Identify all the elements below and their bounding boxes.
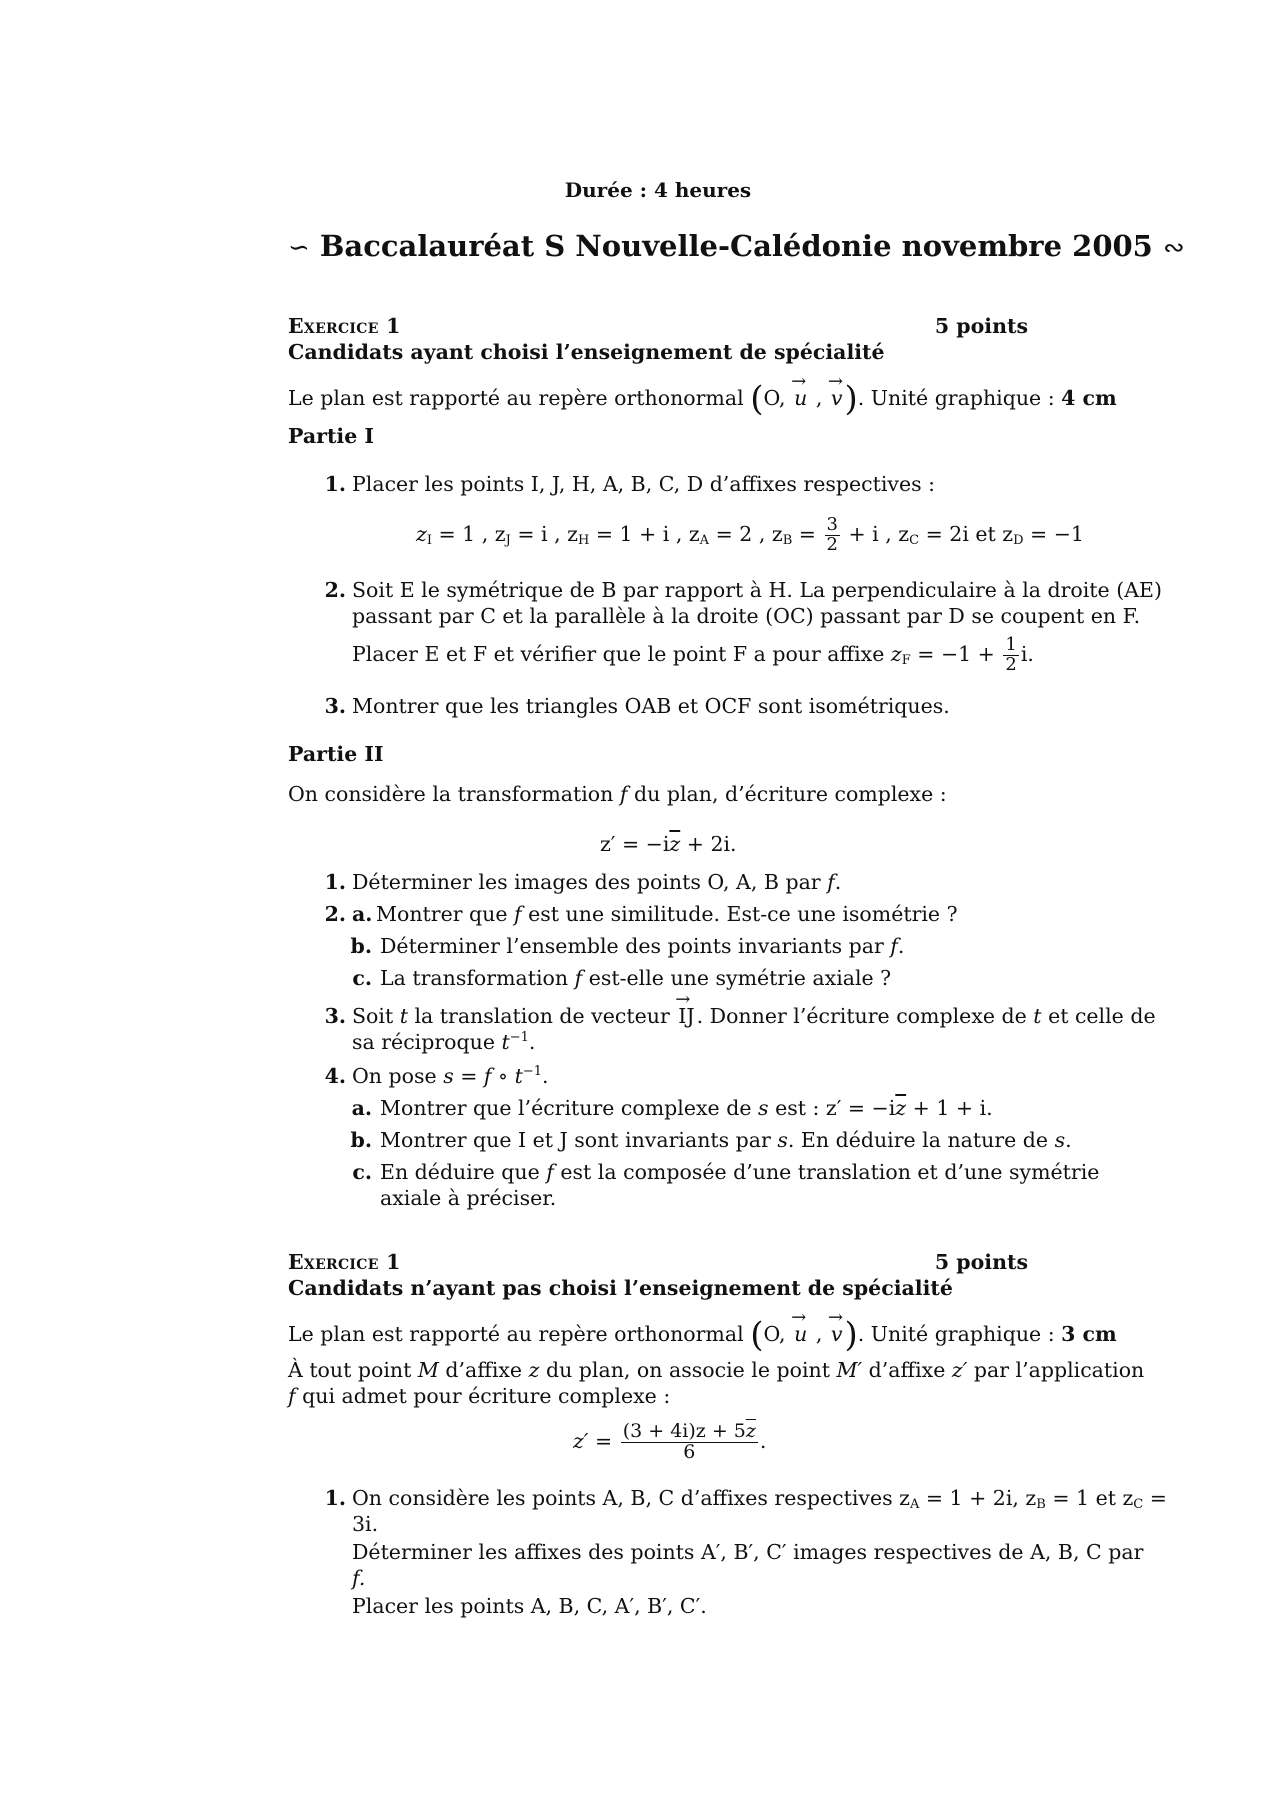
transformation-formula: $z' = -i\overline{z} + 2i$. [600, 832, 737, 856]
exercise-1-intro: Le plan est rapporté au repère orthonormal (O, → u , → v). Unité graphique : 4 cm [288, 378, 1117, 421]
partie-1-question-2-line-3: Placer E et F et vérifier que le point F a pour affixe $z_F = -1$ + $\frac{1}{2}$ i. [352, 634, 1034, 675]
exercise-2-points: 5 points [934, 1250, 1028, 1274]
partie-2-question-2a: 2. a. Montrer que f est une similitude. Est-ce une isométrie ? [324, 902, 958, 926]
fraction-1-2: $\frac{1}{2}$ [1005, 634, 1017, 675]
application-formula: z′ = $\frac{(3 + 4i)z + 5\overline{z}}{6}$ . [573, 1420, 767, 1463]
page-title [288, 228, 1185, 265]
exercise-2-question-1-line-4: f. [352, 1566, 366, 1590]
partie-2-intro: On considère la transformation f du plan, d’écriture complexe : [288, 782, 947, 806]
partie-2-question-1: 1. Déterminer les images des points O, A, B par f. [324, 870, 842, 894]
exercise-1-subtitle: Candidats ayant choisi l’enseignement de spécialité [288, 340, 885, 364]
partie-2-question-3: 3. Soit t la translation de vecteur → IJ. Donner l’écriture complexe de t et celle de [320, 1004, 1156, 1030]
partie-1-question-1: 1. Placer les points I, J, H, A, B, C, D d’affixes respectives : [324, 472, 936, 496]
exercise-2-subtitle: Candidats n’ayant pas choisi l’enseignement de spécialité [288, 1276, 953, 1300]
partie-2-heading: Partie II [288, 742, 384, 766]
exercise-2-heading: Exercice 1 [288, 1250, 401, 1274]
ornament-right-icon: ∾ [1162, 233, 1185, 263]
partie-2-question-4c: c. En déduire que f est la composée d’une translation et d’une symétrie [352, 1160, 1100, 1184]
exercise-1-points: 5 points [934, 314, 1028, 338]
ornament-left-icon: ∽ [288, 233, 310, 263]
vector-ij: → IJ [676, 1004, 696, 1030]
vector-u: → u [792, 1322, 809, 1348]
vector-v: → v [829, 386, 845, 412]
exercise-2-question-1: 1. On considère les points A, B, C d’affixes respectives $z_A = 1 + 2i$, $z_B = 1$ et $z_C$ = [324, 1486, 1167, 1512]
partie-2-question-2c: c. La transformation f est-elle une symétrie axiale ? [352, 966, 892, 990]
exercise-1-heading: Exercice 1 [288, 314, 401, 338]
partie-1-heading: Partie I [288, 424, 374, 448]
partie-2-question-4: 4. On pose s = f ∘ $t^{-1}$. [324, 1064, 549, 1088]
partie-1-question-3: 3. Montrer que les triangles OAB et OCF sont isométriques. [324, 694, 950, 718]
partie-2-question-2b: b. Déterminer l’ensemble des points invariants par f. [350, 934, 905, 958]
formula-fraction: $\frac{(3 + 4i)z + 5\overline{z}}{6}$ [622, 1420, 756, 1463]
exercise-2-intro: Le plan est rapporté au repère orthonormal (O, → u , → v). Unité graphique : 3 cm [288, 1314, 1117, 1357]
partie-1-question-2-line-2: passant par C et la parallèle à la droite (OC) passant par D se coupent en F. [352, 604, 1141, 628]
exercise-2-question-1-line-2: 3i. [352, 1512, 379, 1536]
partie-1-question-2: 2. Soit E le symétrique de B par rapport à H. La perpendiculaire à la droite (AE) [324, 578, 1162, 602]
vector-v: → v [829, 1322, 845, 1348]
vector-u: → u [792, 386, 809, 412]
exercise-2-question-1-line-3: Déterminer les affixes des points A′, B′, C′ images respectives de A, B, C par [352, 1540, 1144, 1564]
partie-2-question-4b: b. Montrer que I et J sont invariants par s. En déduire la nature de s. [350, 1128, 1072, 1152]
exercise-2-question-1-line-5: Placer les points A, B, C, A′, B′, C′. [352, 1594, 707, 1618]
partie-2-question-4c-line-2: axiale à préciser. [380, 1186, 557, 1210]
partie-2-question-4a: a. Montrer que l’écriture complexe de s est : $z' = -i\overline{z} + 1 + i$. [351, 1096, 993, 1120]
duration: Durée : 4 heures [564, 178, 752, 202]
title-text: Baccalauréat S Nouvelle-Calédonie novembre 2005 [319, 229, 1153, 263]
exercise-2-line-3: f qui admet pour écriture complexe : [288, 1384, 671, 1408]
exercise-2-line-2: À tout point M d’affixe z du plan, on associe le point M′ d’affixe z′ par l’application [288, 1358, 1145, 1382]
partie-2-question-3-line-2: sa réciproque $t^{-1}$. [352, 1030, 536, 1054]
affixes-formula: $z_I = 1$ , $z_J = i$ , $z_H = 1 + i$ , $z_A = 2$ , $z_B$ = $\frac{3}{2}$ + i , $z_C = 2i$ et $z_D = -1$ [416, 514, 1084, 555]
fraction-3-2: $\frac{3}{2}$ [826, 514, 838, 555]
